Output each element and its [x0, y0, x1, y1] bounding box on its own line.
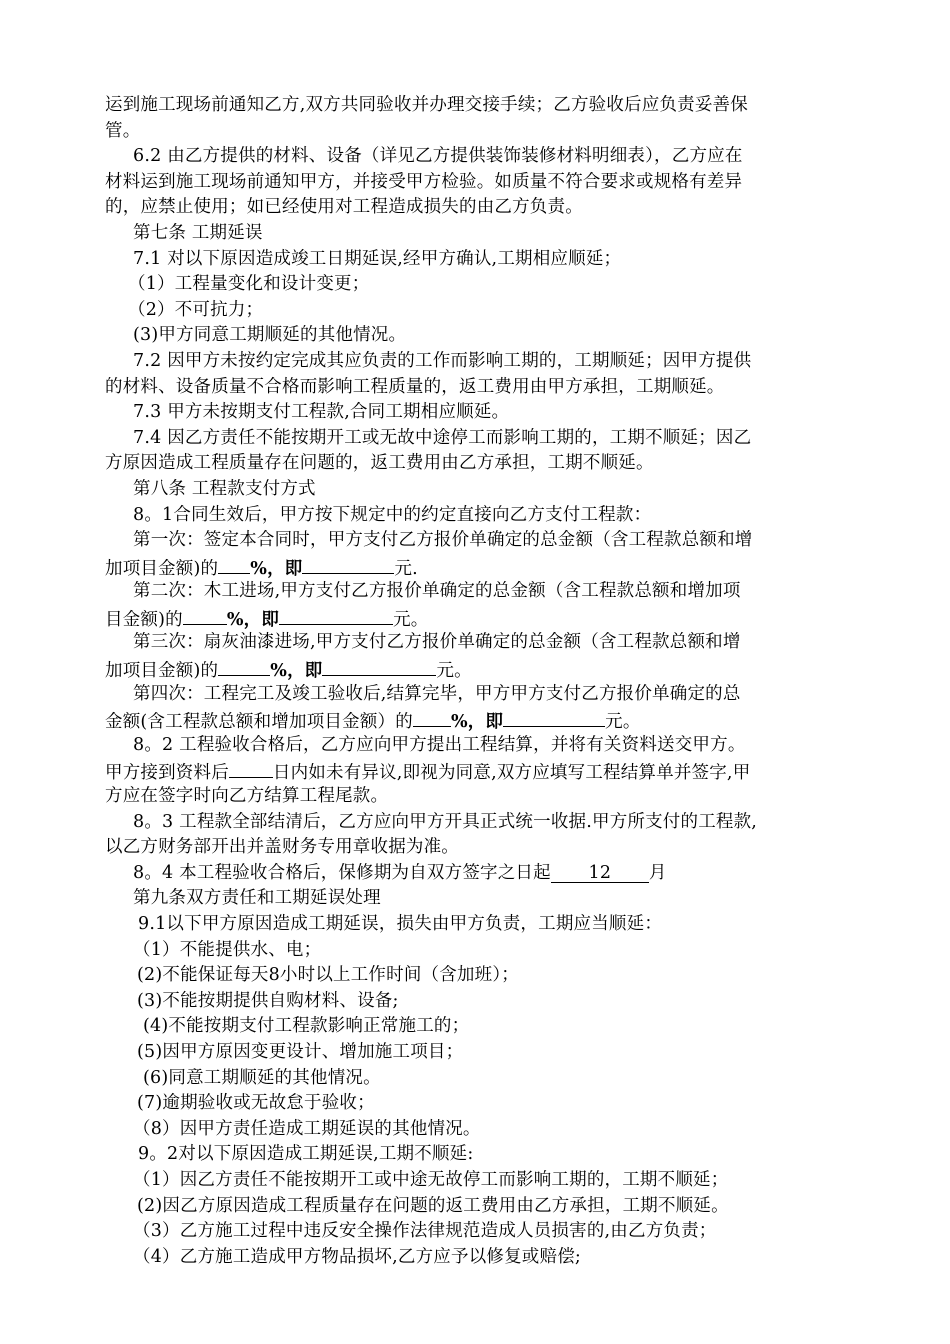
fill-blank[interactable]	[229, 758, 273, 778]
line-text: 8。4 本工程验收合格后，保修期为自双方签字之日起	[133, 862, 551, 883]
text-line	[0, 503, 950, 529]
text-line	[0, 93, 950, 119]
text-line	[0, 963, 950, 989]
text-line	[0, 1066, 950, 1092]
text-line	[0, 912, 950, 938]
text-line	[0, 1040, 950, 1066]
percent-label: %，即	[226, 609, 280, 630]
line-text: 的，应禁止使用；如已经使用对工程造成损失的由乙方负责。	[105, 197, 583, 218]
line-text: (3)不能按期提供自购材料、设备;	[137, 990, 399, 1011]
line-text: 7.4 因乙方责任不能按期开工或无故中途停工而影响工期的，工期不顺延；因乙	[133, 427, 752, 448]
text-line	[0, 477, 950, 503]
text-line	[0, 579, 950, 605]
line-text: 7.3 甲方未按期支付工程款,合同工期相应顺延。	[133, 402, 510, 423]
line-text: 的材料、设备质量不合格而影响工程质量的，返工费用由甲方承担，工期顺延。	[105, 376, 725, 397]
contract-page	[0, 93, 950, 1270]
text-line	[0, 195, 950, 221]
line-text: 8。1合同生效后，甲方按下规定中的约定直接向乙方支付工程款：	[133, 504, 652, 525]
amount-blank[interactable]	[322, 656, 436, 676]
line-text: 以乙方财务部开出并盖财务专用章收据为准。	[105, 837, 459, 858]
line-text: 甲方接到资料后	[105, 763, 229, 784]
line-text: （2）不可抗力；	[128, 299, 264, 320]
percent-blank[interactable]	[218, 554, 250, 574]
line-text: 第七条 工期延误	[133, 222, 263, 243]
text-line	[0, 1245, 950, 1271]
line-text: 运到施工现场前通知乙方,双方共同验收并办理交接手续；乙方验收后应负责妥善保	[105, 95, 748, 115]
line-text: 7.2 因甲方未按约定完成其应负责的工作而影响工期的，工期顺延；因甲方提供	[133, 350, 752, 371]
text-line	[0, 426, 950, 452]
text-line	[0, 989, 950, 1015]
line-text: (2)因乙方原因造成工程质量存在问题的返工费用由乙方承担，工期不顺延。	[137, 1195, 729, 1216]
line-text: 月	[648, 862, 667, 883]
line-text: 加项目金额)的	[105, 558, 219, 579]
line-text: 第三次：扇灰油漆进场,甲方支付乙方报价单确定的总金额（含工程款总额和增	[133, 632, 741, 653]
currency-label: 元。	[605, 712, 641, 733]
line-text: 第一次：签定本合同时，甲方支付乙方报价单确定的总金额（含工程款总额和增	[133, 530, 753, 551]
text-line	[0, 810, 950, 836]
text-line	[0, 938, 950, 964]
text-line	[0, 247, 950, 273]
text-line	[0, 375, 950, 401]
percent-blank[interactable]	[218, 656, 270, 676]
line-text: 金额(含工程款总额和增加项目金额）的	[105, 712, 413, 733]
line-text: 方应在签字时向乙方结算工程尾款。	[105, 786, 389, 807]
text-line	[0, 1142, 950, 1168]
line-text: (4)不能按期支付工程款影响正常施工的；	[143, 1016, 470, 1037]
text-line	[0, 784, 950, 810]
text-line	[0, 272, 950, 298]
percent-label: %，即	[250, 558, 303, 579]
line-text: （4）乙方施工造成甲方物品损坏,乙方应予以修复或赔偿;	[133, 1246, 581, 1267]
text-line	[0, 451, 950, 477]
line-text: 9.1以下甲方原因造成工期延误，损失由甲方负责，工期应当顺延：	[138, 914, 663, 934]
text-line	[0, 605, 950, 631]
line-text: 日内如未有异议,即视为同意,双方应填写工程结算单并签字,甲	[272, 763, 751, 784]
line-text: (6)同意工期顺延的其他情况。	[143, 1067, 381, 1088]
text-line	[0, 298, 950, 324]
fill-blank[interactable]: 12	[551, 863, 649, 883]
text-line	[0, 886, 950, 912]
line-text: 6.2 由乙方提供的材料、设备（详见乙方提供装饰装修材料明细表），乙方应在	[133, 146, 743, 167]
line-text: （3）乙方施工过程中违反安全操作法律规范造成人员损害的,由乙方负责；	[133, 1221, 717, 1242]
line-text: (2)不能保证每天8小时以上工作时间（含加班）；	[137, 965, 519, 986]
text-line	[0, 349, 950, 375]
line-text: 目金额)的	[105, 609, 183, 630]
line-text: 8。2 工程验收合格后，乙方应向甲方提出工程结算，并将有关资料送交甲方。	[133, 734, 746, 755]
text-line	[0, 733, 950, 759]
text-line	[0, 1219, 950, 1245]
line-text: (7)逾期验收或无故怠于验收；	[137, 1093, 375, 1114]
currency-label: 元.	[394, 558, 418, 579]
line-text: 7.1 对以下原因造成竣工日期延误,经甲方确认,工期相应顺延；	[133, 248, 622, 269]
line-text: (3)甲方同意工期顺延的其他情况。	[133, 325, 407, 346]
text-line	[0, 656, 950, 682]
amount-blank[interactable]	[279, 605, 393, 625]
text-line	[0, 323, 950, 349]
line-text: （1）不能提供水、电；	[133, 939, 322, 960]
line-text: 第四次：工程完工及竣工验收后,结算完毕，甲方甲方支付乙方报价单确定的总	[133, 683, 741, 704]
text-line	[0, 1194, 950, 1220]
percent-blank[interactable]	[413, 707, 451, 727]
line-text: (5)因甲方原因变更设计、增加施工项目；	[137, 1041, 464, 1062]
text-line	[0, 1117, 950, 1143]
line-text: 第二次：木工进场,甲方支付乙方报价单确定的总金额（含工程款总额和增加项	[133, 581, 741, 602]
text-line	[0, 221, 950, 247]
text-line	[0, 1091, 950, 1117]
percent-label: %，即	[270, 661, 323, 682]
text-line	[0, 1168, 950, 1194]
text-line	[0, 144, 950, 170]
line-text: 第九条双方责任和工期延误处理	[133, 888, 381, 909]
line-text: 管。	[105, 120, 141, 141]
text-line	[0, 400, 950, 426]
text-line	[0, 707, 950, 733]
text-line	[0, 758, 950, 784]
percent-label: %，即	[450, 712, 504, 733]
line-text: （1）因乙方责任不能按期开工或中途无故停工而影响工期的，工期不顺延；	[133, 1169, 729, 1190]
line-text: （8）因甲方责任造成工期延误的其他情况。	[133, 1118, 481, 1139]
amount-blank[interactable]	[302, 554, 394, 574]
currency-label: 元。	[436, 661, 472, 682]
text-line	[0, 119, 950, 145]
text-line	[0, 682, 950, 708]
currency-label: 元。	[393, 609, 429, 630]
line-text: 8。3 工程款全部结清后，乙方应向甲方开具正式统一收据.甲方所支付的工程款,	[133, 811, 758, 832]
amount-blank[interactable]	[503, 707, 605, 727]
text-line	[0, 170, 950, 196]
line-text: 9。2对以下原因造成工期延误,工期不顺延:	[138, 1144, 474, 1165]
line-text: 第八条 工程款支付方式	[133, 478, 316, 499]
line-text: 材料运到施工现场前通知甲方，并接受甲方检验。如质量不符合要求或规格有差异	[105, 171, 743, 192]
line-text: 加项目金额)的	[105, 661, 219, 682]
text-line	[0, 528, 950, 554]
text-line	[0, 1014, 950, 1040]
line-text: （1）工程量变化和设计变更；	[128, 274, 370, 295]
percent-blank[interactable]	[183, 605, 227, 625]
text-line	[0, 630, 950, 656]
text-line	[0, 554, 950, 580]
text-line	[0, 835, 950, 861]
text-line	[0, 861, 950, 887]
line-text: 方原因造成工程质量存在问题的，返工费用由乙方承担，工期不顺延。	[105, 453, 654, 474]
